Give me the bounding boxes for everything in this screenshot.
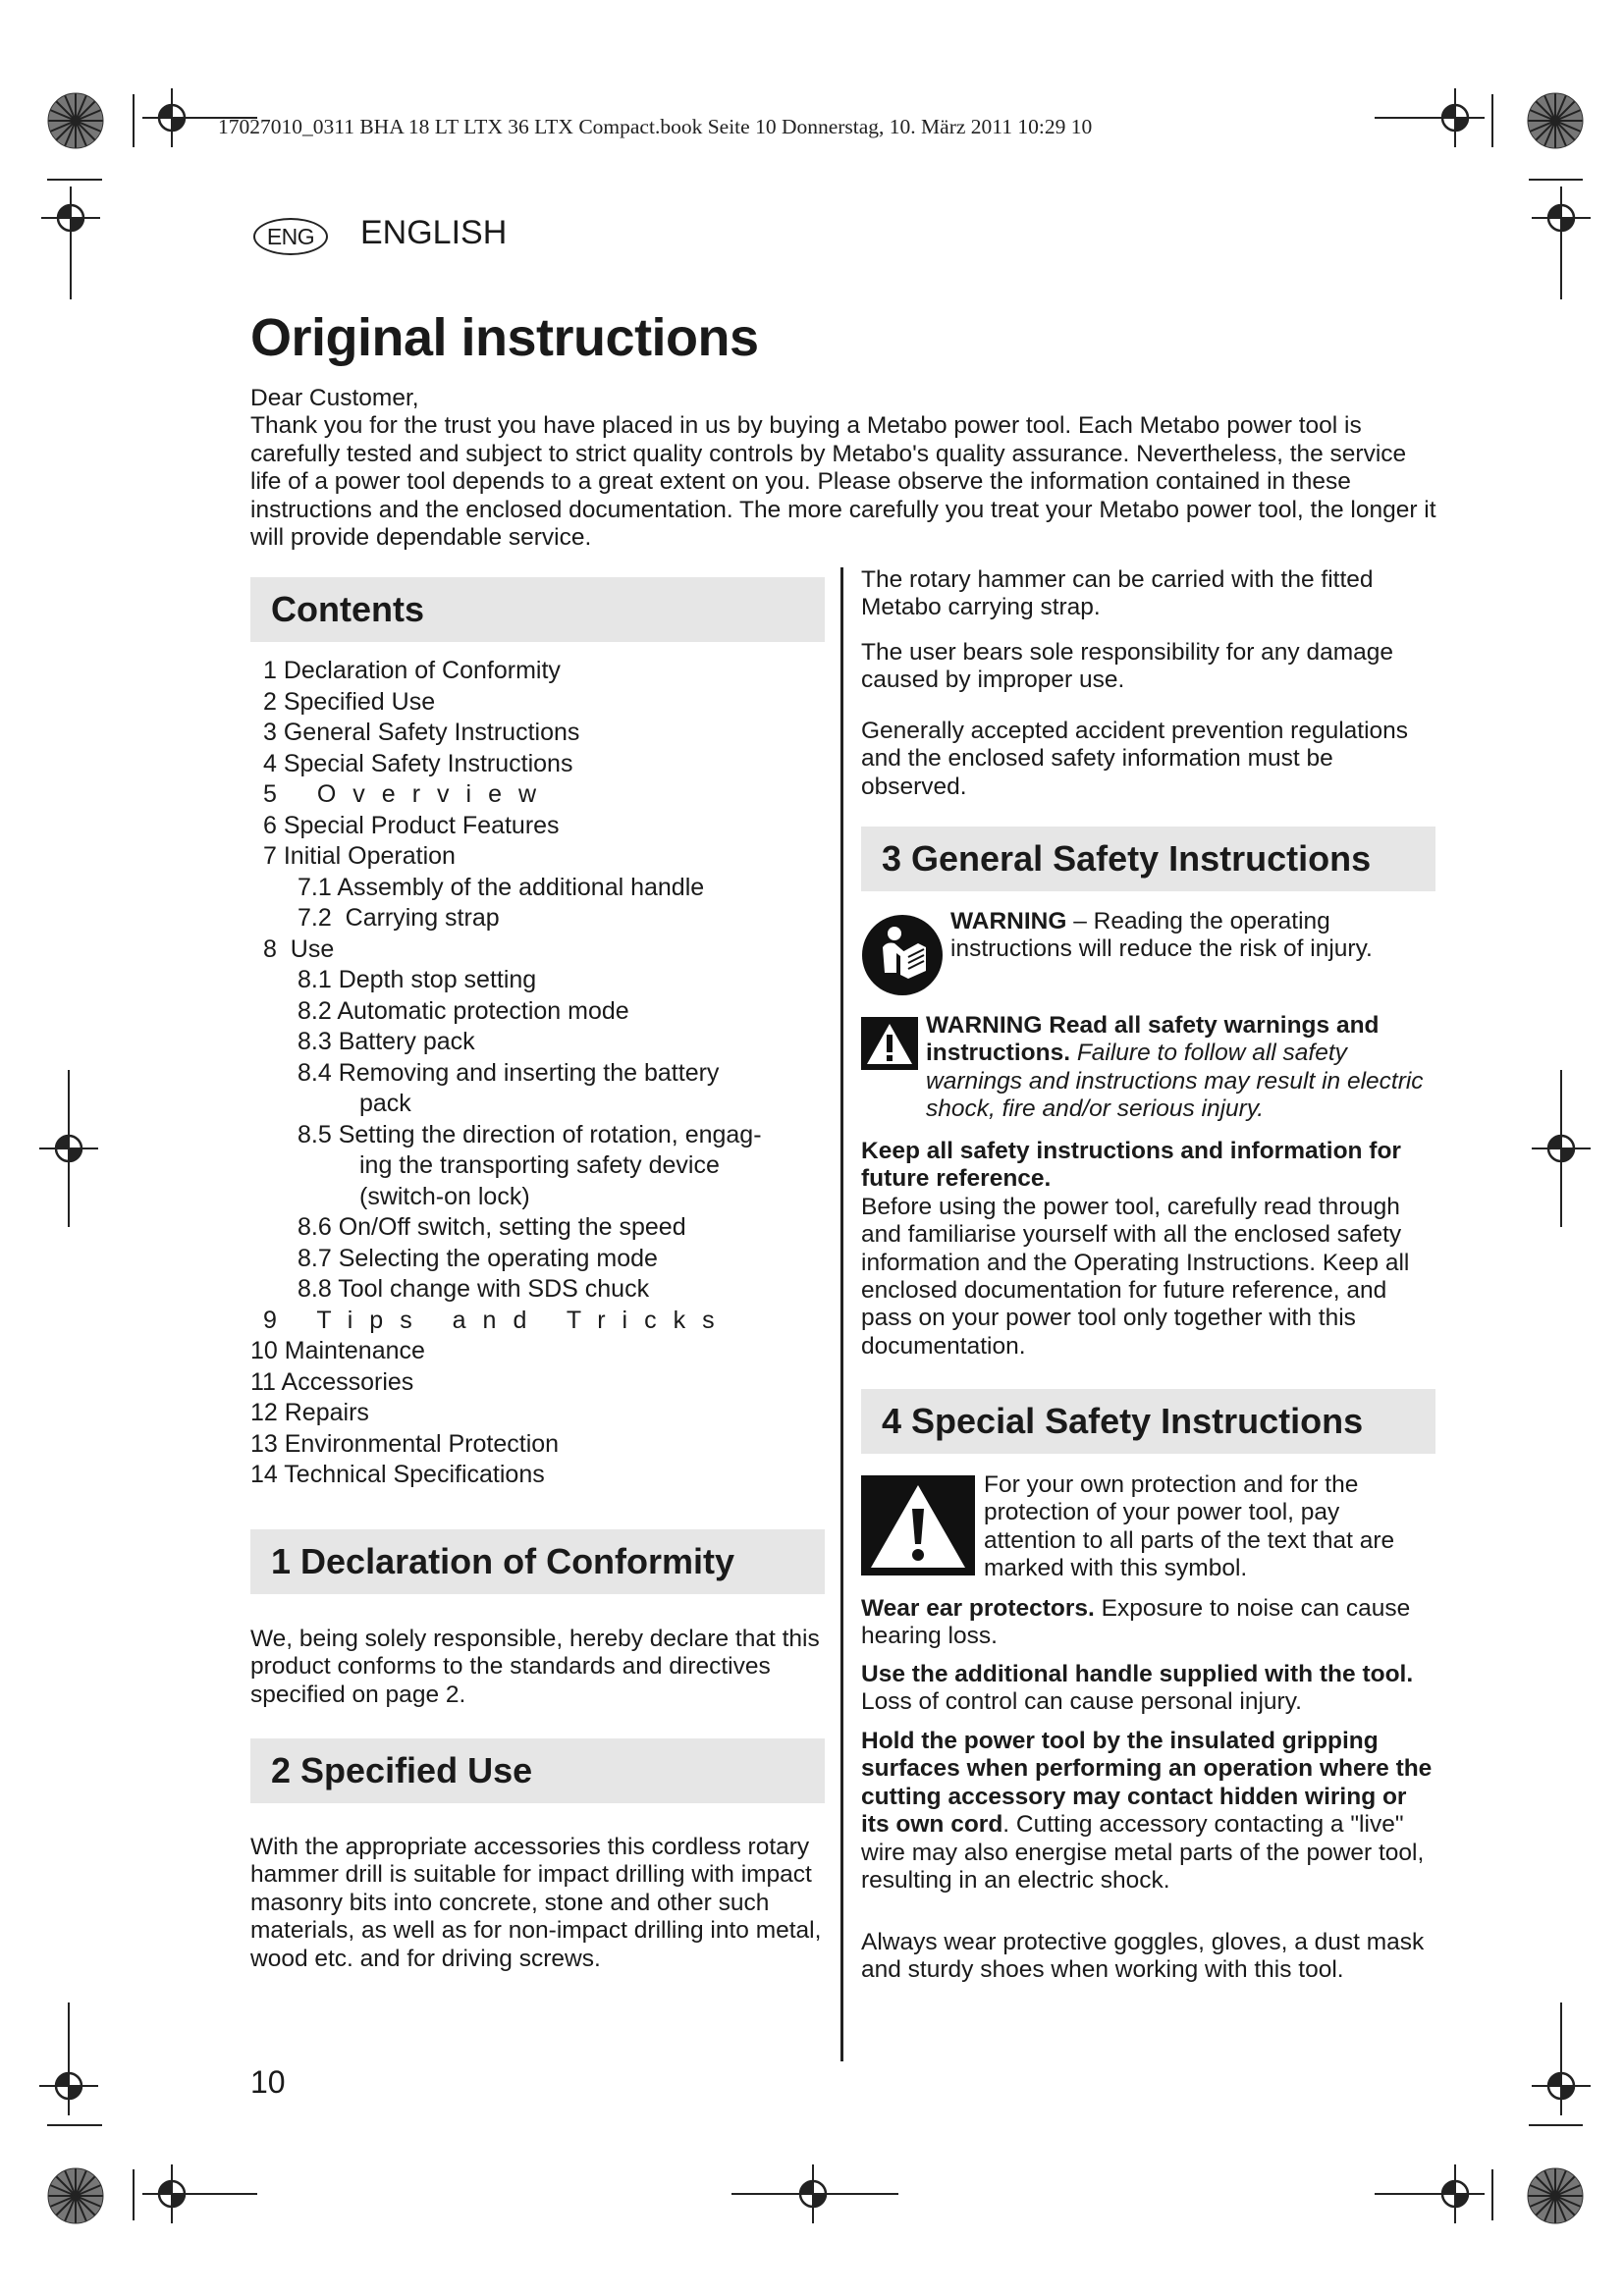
- ear-protectors-text: Exposure to noise can cause hearing loss.: [861, 1595, 1411, 1650]
- toc-item[interactable]: 8.8 Tool change with SDS chuck: [298, 1275, 650, 1303]
- intro-text: [250, 385, 1438, 552]
- toc-item[interactable]: 8 Use: [263, 934, 335, 963]
- keep-instructions-text: Before using the power tool, carefully read through and familiarise yourself with all the enclosed safety information and the Operating Instructions. Keep all enclosed documentation for future reference, and pass on your power tool only together with this documentation.: [861, 1193, 1410, 1360]
- toc-item-continued: ing the transporting safety device: [359, 1151, 720, 1179]
- right-intro-1: The rotary hammer can be carried with the fitted Metabo carrying strap.: [861, 566, 1374, 621]
- section3-heading: 3 General Safety Instructions: [861, 827, 1435, 891]
- registration-burst-icon: [1528, 93, 1583, 148]
- intro-body: Thank you for the trust you have placed in us by buying a Metabo power tool. Each Metabo power tool is carefully tested and subject to strict quality controls by Metabo's quality assurance. Nevertheless, the service life of a power tool depends to a great extent on you. Please observe the information contained in these instructions and the enclosed documentation. The more carefully you treat your Metabo power tool, the longer it will provide dependable service.: [250, 412, 1436, 552]
- language-label: ENGLISH: [360, 214, 508, 251]
- toc-item-continued: (switch-on lock): [359, 1182, 530, 1210]
- warning-symbol-icon: [861, 1475, 975, 1575]
- page-number: 10: [250, 2064, 286, 2100]
- toc-item[interactable]: 8.3 Battery pack: [298, 1028, 475, 1055]
- insulated-gripping-bold: Hold the power tool by the insulated gripping surfaces when performing an operation where the cutting accessory may contact hidden wiring or its own cord: [861, 1728, 1433, 1839]
- table-of-contents: [250, 656, 825, 1491]
- toc-item[interactable]: 13 Environmental Protection: [250, 1429, 560, 1458]
- section4-symbol-text: For your own protection and for the protection of your power tool, pay attention to all parts of the text that are marked with this symbol.: [984, 1471, 1395, 1582]
- language-badge: ENG: [253, 218, 328, 255]
- toc-item-continued: pack: [359, 1090, 411, 1117]
- right-intro-2: The user bears sole responsibility for any damage caused by improper use.: [861, 639, 1394, 694]
- toc-item[interactable]: 1 Declaration of Conformity: [263, 657, 561, 684]
- warning-read-manual: [950, 908, 1435, 964]
- print-job-line: 17027010_0311 BHA 18 LT LTX 36 LTX Compact.book Seite 10 Donnerstag, 10. März 2011 10:29 10: [218, 115, 1093, 138]
- protective-goggles: Always wear protective goggles, gloves, a dust mask and sturdy shoes when working with this tool.: [861, 1929, 1425, 1984]
- intro-greeting: Dear Customer,: [250, 385, 419, 411]
- toc-item[interactable]: 7.1 Assembly of the additional handle: [298, 873, 705, 901]
- insulated-gripping: [861, 1728, 1435, 1895]
- keep-instructions: [861, 1138, 1435, 1361]
- right-intro-3: Generally accepted accident prevention regulations and the enclosed safety information must be observed.: [861, 718, 1409, 800]
- section1-body: We, being solely responsible, hereby declare that this product conforms to the standards and directives specified on page 2.: [250, 1626, 820, 1708]
- ear-protectors: [861, 1595, 1435, 1651]
- toc-item[interactable]: 8.7 Selecting the operating mode: [298, 1244, 658, 1272]
- registration-burst-icon: [48, 2168, 103, 2223]
- additional-handle-bold: Use the additional handle supplied with the tool.: [861, 1661, 1414, 1687]
- toc-item[interactable]: 5 Overview: [263, 780, 554, 808]
- warning-text: – Reading the operating instructions will reduce the risk of injury.: [950, 908, 1373, 963]
- contents-heading: Contents: [250, 577, 825, 642]
- toc-item[interactable]: 7.2 Carrying strap: [298, 904, 500, 932]
- insulated-gripping-text: . Cutting accessory contacting a "live" wire may also energise metal parts of the power tool, resulting in an electric shock.: [861, 1811, 1425, 1895]
- warning-safety-bold: WARNING Read all safety warnings and instructions.: [926, 1012, 1380, 1067]
- additional-handle: [861, 1661, 1435, 1717]
- toc-item[interactable]: 7 Initial Operation: [263, 842, 456, 870]
- section2-body: With the appropriate accessories this cordless rotary hammer drill is suitable for impact drilling with impact masonry bits into concrete, stone and other such materials, as well as for non-impact drilling into metal, wood etc. and for driving screws.: [250, 1834, 822, 1972]
- toc-item[interactable]: 9 Tips and Tricks: [263, 1306, 731, 1334]
- toc-item[interactable]: 3 General Safety Instructions: [263, 719, 580, 746]
- read-manual-icon: [861, 914, 944, 996]
- toc-item[interactable]: 4 Special Safety Instructions: [263, 749, 573, 777]
- registration-burst-icon: [1528, 2168, 1583, 2223]
- registration-burst-icon: [48, 93, 103, 148]
- toc-item[interactable]: 6 Special Product Features: [263, 811, 560, 839]
- ear-protectors-bold: Wear ear protectors.: [861, 1595, 1095, 1622]
- toc-item[interactable]: 2 Specified Use: [263, 687, 436, 716]
- section2-heading: 2 Specified Use: [250, 1738, 825, 1803]
- toc-item[interactable]: 8.6 On/Off switch, setting the speed: [298, 1213, 686, 1241]
- toc-item[interactable]: 14 Technical Specifications: [250, 1461, 545, 1488]
- page-title: Original instructions: [250, 308, 759, 367]
- toc-item[interactable]: 8.4 Removing and inserting the battery: [298, 1058, 720, 1087]
- keep-instructions-bold: Keep all safety instructions and information for future reference.: [861, 1138, 1401, 1193]
- warning-safety-all: [861, 1012, 1435, 1124]
- toc-item[interactable]: 12 Repairs: [250, 1399, 369, 1426]
- section4-heading: 4 Special Safety Instructions: [861, 1389, 1435, 1454]
- column-divider: [840, 567, 843, 2061]
- toc-item[interactable]: 8.1 Depth stop setting: [298, 966, 537, 993]
- additional-handle-text: Loss of control can cause personal injury.: [861, 1688, 1302, 1716]
- section1-heading: 1 Declaration of Conformity: [250, 1529, 825, 1594]
- toc-item[interactable]: 10 Maintenance: [250, 1337, 425, 1364]
- toc-item[interactable]: 8.2 Automatic protection mode: [298, 996, 629, 1025]
- warning-safety-italic: Failure to follow all safety warnings and instructions may result in electric shock, fire and/or serious injury.: [926, 1040, 1424, 1123]
- warning-label: WARNING: [950, 908, 1067, 934]
- toc-item[interactable]: 11 Accessories: [250, 1367, 414, 1396]
- toc-item[interactable]: 8.5 Setting the direction of rotation, engag-: [298, 1120, 762, 1148]
